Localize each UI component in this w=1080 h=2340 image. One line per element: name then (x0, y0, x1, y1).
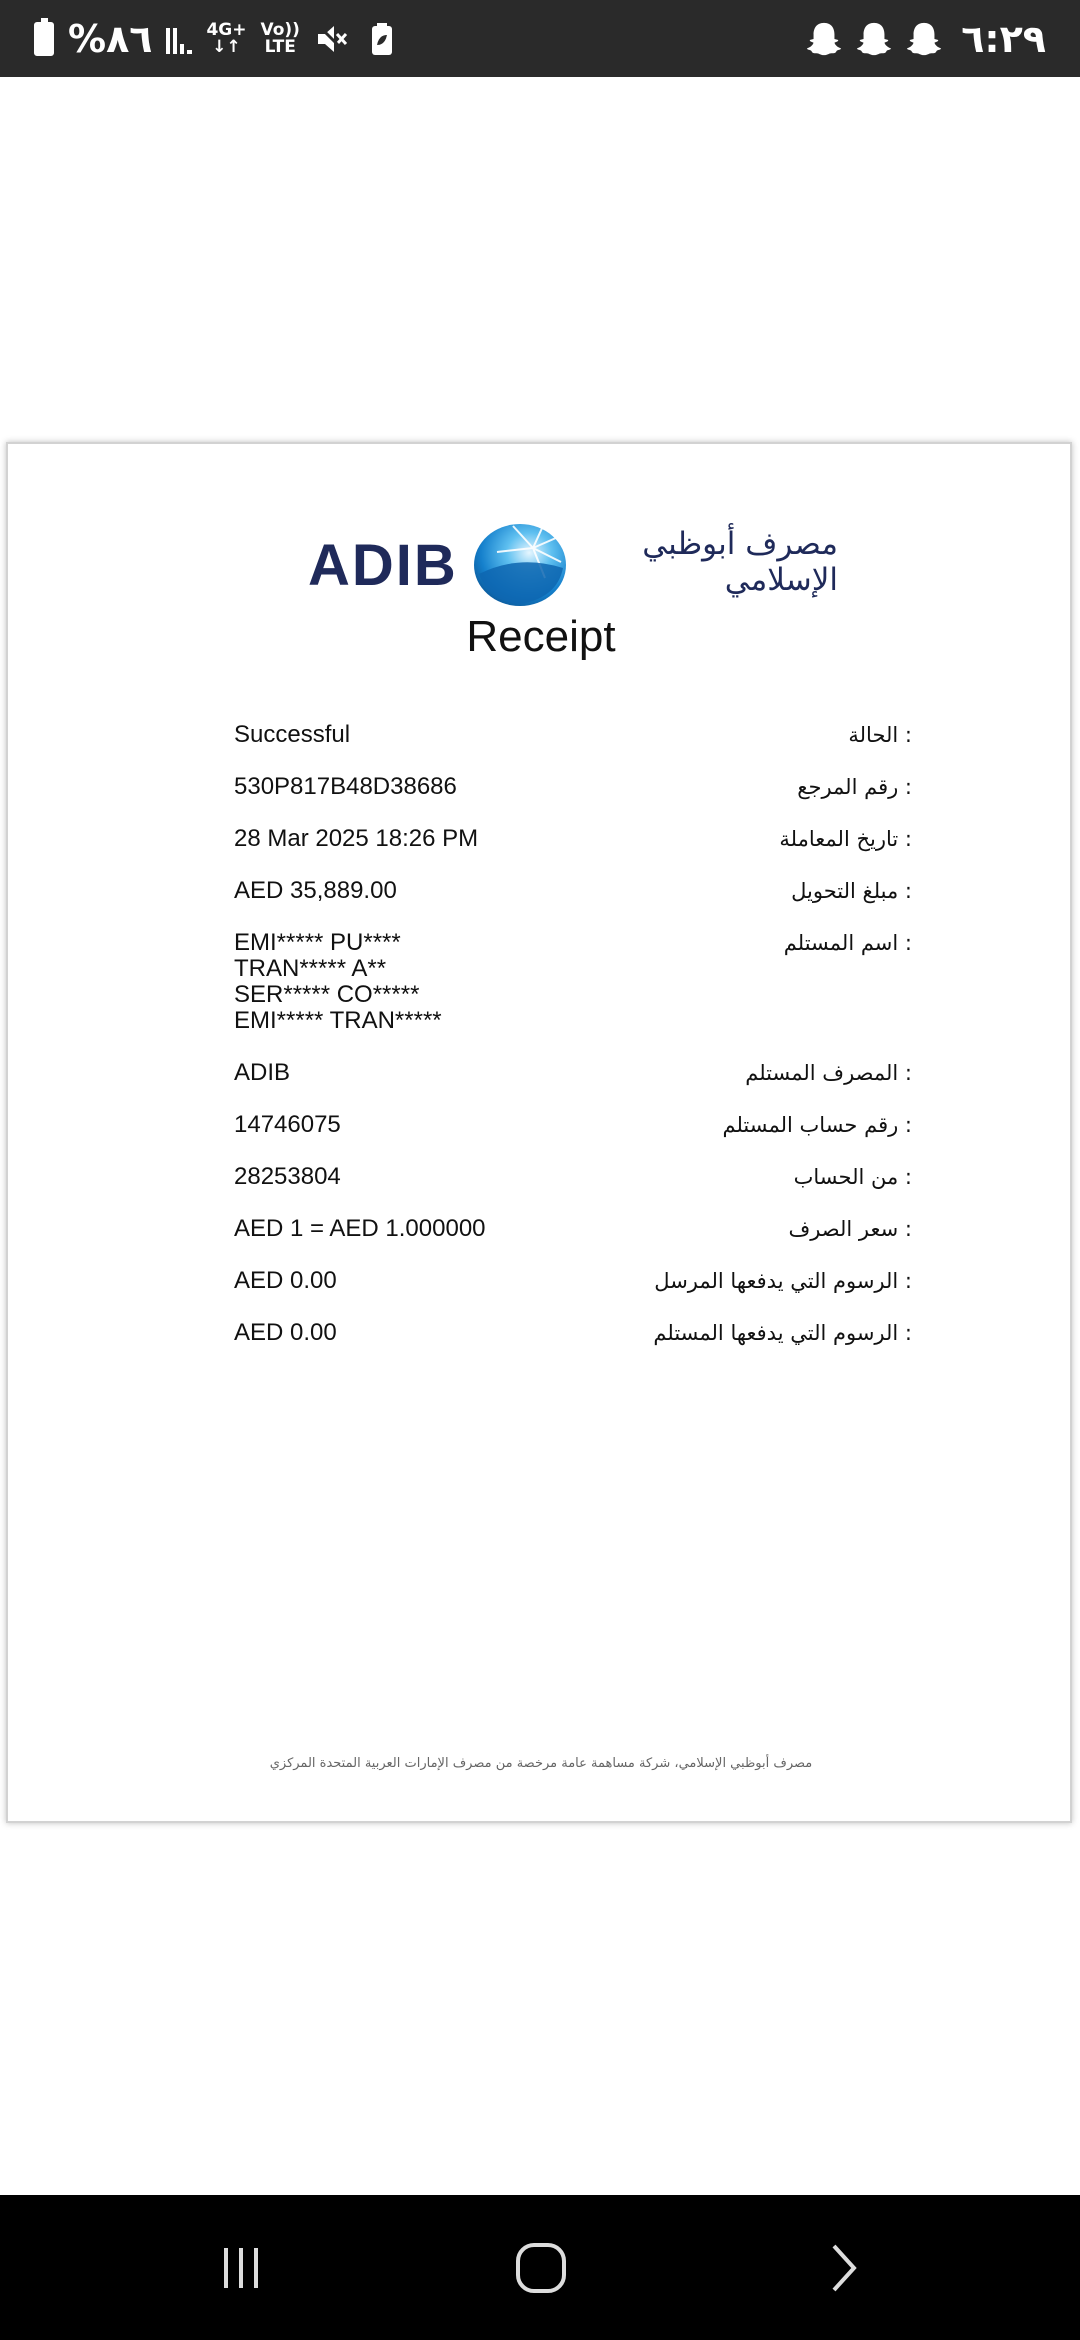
amount-label: : مبلغ التحويل (791, 879, 912, 903)
battery-percent: %٨٦ (68, 16, 153, 61)
status-right (805, 0, 1046, 77)
recipient-name-line: SER***** CO***** (234, 981, 420, 1008)
snapchat-icon (855, 20, 893, 58)
data-arrows-icon (206, 19, 247, 57)
recent-apps-button[interactable] (206, 2235, 276, 2301)
recipient-name-line: EMI***** TRAN***** (234, 1007, 442, 1034)
logo-arabic-line2: الإسلامي (724, 562, 838, 598)
amount-value: AED 35,889.00 (234, 877, 397, 904)
receipt-title: Receipt (466, 612, 616, 661)
snapchat-icon (905, 20, 943, 58)
recipient-bank-label: : المصرف المستلم (745, 1061, 912, 1085)
date-value: 28 Mar 2025 18:26 PM (234, 825, 479, 852)
signal-icon (166, 24, 192, 54)
recipient-name-line: TRAN***** A** (234, 955, 387, 982)
receipt-page (6, 442, 1072, 1823)
back-button[interactable] (808, 2235, 878, 2301)
volte-icon (260, 19, 300, 57)
battery-icon (34, 22, 54, 56)
from-account-value: 28253804 (234, 1163, 341, 1190)
recipient-account-label: : رقم حساب المستلم (722, 1113, 912, 1137)
sender-fees-value: AED 0.00 (234, 1267, 337, 1294)
status-label: : الحالة (848, 723, 912, 747)
logo-wordmark: ADIB (308, 533, 458, 598)
volte-bottom: LTE (264, 36, 296, 57)
footer-disclaimer: مصرف أبوظبي الإسلامي، شركة مساهمة عامة مرخصة من مصرف الإمارات العربية المتحدة المركزي (269, 1756, 813, 1771)
exchange-rate-value: AED 1 = AED 1.000000 (234, 1215, 486, 1242)
chevron-right-icon (818, 2240, 868, 2296)
date-label: : تاريخ المعاملة (779, 827, 912, 851)
network-type: 4G+ (206, 19, 247, 40)
mute-icon (314, 21, 350, 57)
arrows-glyph: ↓↑ (212, 36, 241, 57)
reference-value: 530P817B48D38686 (234, 773, 457, 800)
recent-apps-icon (216, 2243, 266, 2293)
status-left (34, 0, 400, 77)
sender-fees-label: : الرسوم التي يدفعها المرسل (654, 1269, 912, 1293)
from-account-label: : من الحساب (793, 1165, 912, 1189)
recipient-bank-value: ADIB (234, 1059, 291, 1086)
battery-saver-icon (364, 21, 400, 57)
home-icon (513, 2240, 569, 2296)
navigation-bar (0, 2195, 1080, 2340)
recipient-fees-label: : الرسوم التي يدفعها المستلم (653, 1321, 912, 1345)
exchange-rate-label: : سعر الصرف (788, 1217, 912, 1241)
recipient-name-line: EMI***** PU**** (234, 929, 401, 956)
adib-logo (308, 522, 838, 610)
recipient-account-value: 14746075 (234, 1111, 341, 1138)
home-button[interactable] (506, 2235, 576, 2301)
snapchat-icon (805, 20, 843, 58)
clock: ٦:٢٩ (961, 16, 1046, 61)
volte-top: Vo)) (260, 19, 300, 40)
recipient-fees-value: AED 0.00 (234, 1319, 337, 1346)
recipient-name-label: : اسم المستلم (783, 931, 912, 955)
reference-label: : رقم المرجع (797, 775, 912, 799)
logo-arabic-line1: مصرف أبوظبي (642, 526, 838, 562)
status-bar (0, 0, 1080, 77)
status-value: Successful (234, 721, 351, 748)
recipient-name-value (234, 930, 594, 1034)
globe-icon (473, 522, 567, 608)
logo-arabic (588, 526, 838, 598)
